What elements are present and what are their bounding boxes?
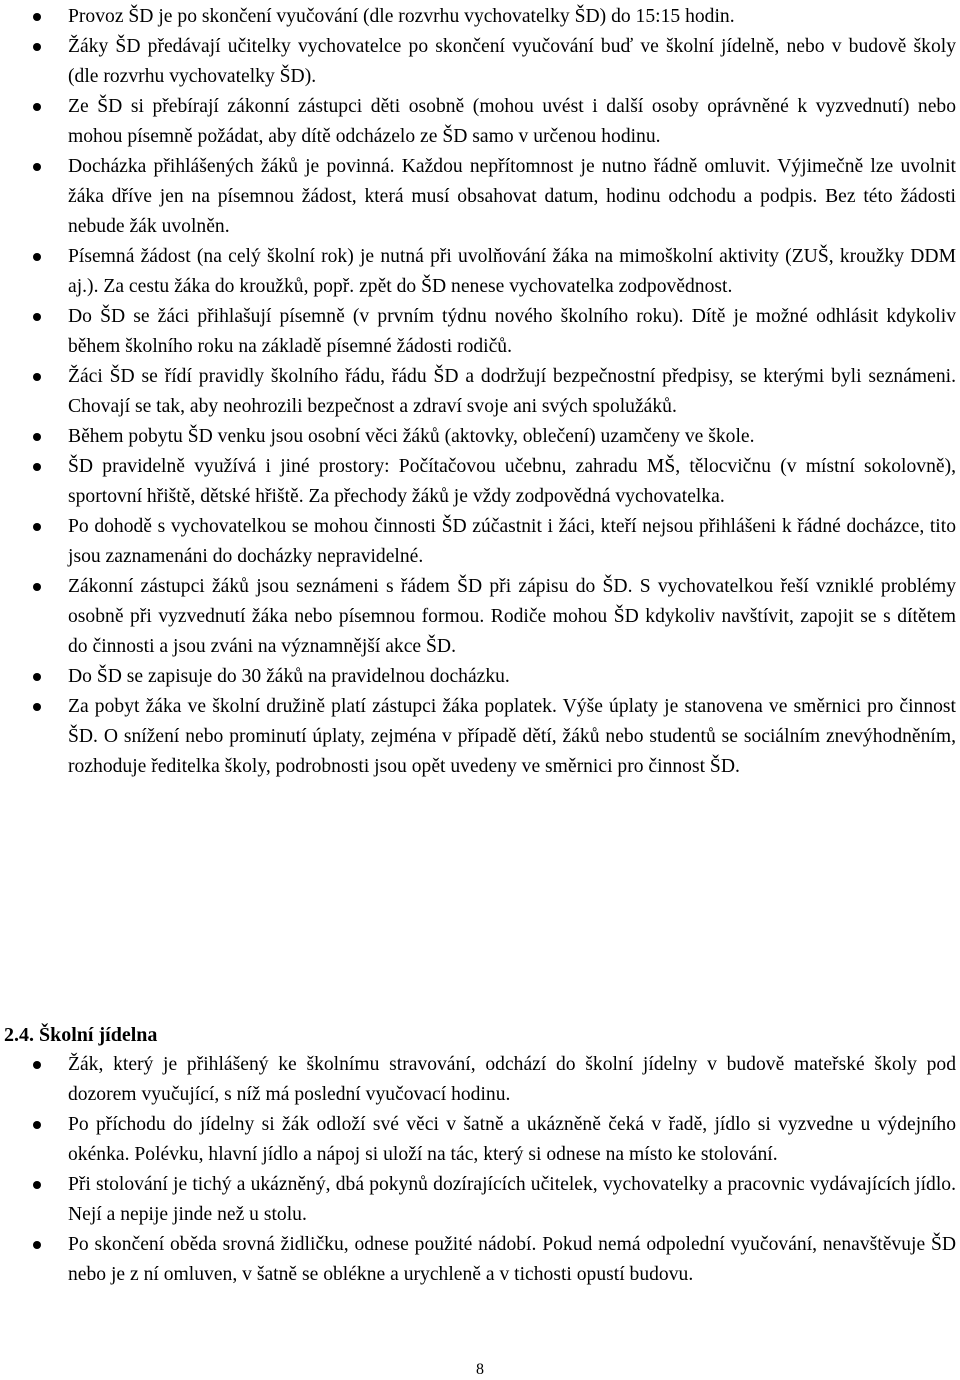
bullet-icon <box>33 673 41 681</box>
list-item <box>0 662 960 692</box>
bullet-icon <box>33 1121 41 1129</box>
bullet-icon <box>33 43 41 51</box>
list-item <box>0 1110 960 1170</box>
list-item <box>0 92 960 152</box>
list-item-text: Do ŠD se zapisuje do 30 žáků na pravidelnou docházku. <box>68 666 510 687</box>
list-item <box>0 2 960 32</box>
bullet-icon <box>33 13 41 21</box>
bullet-icon <box>33 163 41 171</box>
list-item-text: Po skončení oběda srovná židličku, odnese použité nádobí. Pokud nemá odpolední vyučování, nenavštěvuje ŠD nebo je z ní omluven, v šatně se oblékne a urychleně a v tichosti opustí budovu. <box>68 1234 956 1285</box>
list-item <box>0 1170 960 1230</box>
list-item-text: Po dohodě s vychovatelkou se mohou činnosti ŠD zúčastnit i žáci, kteří nejsou přihlášeni k řádné docházce, tito jsou zaznamenáni do docházky nepravidelné. <box>68 516 956 567</box>
list-item <box>0 362 960 422</box>
list-item <box>0 1050 960 1110</box>
list-item-text: Po příchodu do jídelny si žák odloží své věci v šatně a ukázněně čeká v řadě, jídlo si vyzvedne u výdejního okénka. Polévku, hlavní jídlo a nápoj si uloží na tác, který si odnese na místo ke stolování. <box>68 1114 956 1165</box>
rules-list-school-club <box>0 2 960 782</box>
bullet-icon <box>33 1181 41 1189</box>
bullet-icon <box>33 703 41 711</box>
list-item <box>0 302 960 362</box>
list-item <box>0 572 960 662</box>
bullet-icon <box>33 1241 41 1249</box>
list-item <box>0 242 960 302</box>
list-item-text: Žáky ŠD předávají učitelky vychovatelce po skončení vyučování buď ve školní jídelně, nebo v budově školy (dle rozvrhu vychovatelky ŠD). <box>68 36 956 87</box>
list-item-text: Provoz ŠD je po skončení vyučování (dle rozvrhu vychovatelky ŠD) do 15:15 hodin. <box>68 6 735 27</box>
bullet-icon <box>33 583 41 591</box>
list-item <box>0 692 960 782</box>
bullet-icon <box>33 313 41 321</box>
list-item <box>0 422 960 452</box>
list-item-text: Během pobytu ŠD venku jsou osobní věci žáků (aktovky, oblečení) uzamčeny ve škole. <box>68 426 755 447</box>
bullet-icon <box>33 103 41 111</box>
bullet-icon <box>33 433 41 441</box>
list-item-text: Docházka přihlášených žáků je povinná. Každou nepřítomnost je nutno řádně omluvit. Výjimečně lze uvolnit žáka dříve jen na písemnou žádost, která musí obsahovat datum, hodinu odchodu a podpis. Bez této žádosti nebude žák uvolněn. <box>68 156 956 237</box>
list-item <box>0 152 960 242</box>
list-item <box>0 1230 960 1290</box>
list-item-text: Zákonní zástupci žáků jsou seznámeni s řádem ŠD při zápisu do ŠD. S vychovatelkou řeší vzniklé problémy osobně při vyzvednutí žáka nebo písemnou formou. Rodiče mohou ŠD kdykoliv navštívit, zapojit se s dítětem do činnosti a jsou zváni na významnější akce ŠD. <box>68 576 956 657</box>
list-item-text: Žáci ŠD se řídí pravidly školního řádu, řádu ŠD a dodržují bezpečnostní předpisy, se kterými byli seznámeni. Chovají se tak, aby neohrozili bezpečnost a zdraví svoje ani svých spolužáků. <box>68 366 956 417</box>
rules-list-school-canteen <box>0 1050 960 1290</box>
bullet-icon <box>33 373 41 381</box>
bullet-icon <box>33 463 41 471</box>
section-heading: 2.4. Školní jídelna <box>4 1024 158 1046</box>
list-item-text: Do ŠD se žáci přihlašují písemně (v prvním týdnu nového školního roku). Dítě je možné odhlásit kdykoliv během školního roku na základě písemné žádosti rodičů. <box>68 306 956 357</box>
bullet-icon <box>33 523 41 531</box>
list-item <box>0 32 960 92</box>
page-number: 8 <box>476 1361 484 1378</box>
list-item <box>0 452 960 512</box>
list-item-text: Ze ŠD si přebírají zákonní zástupci děti osobně (mohou uvést i další osoby oprávněné k vyzvednutí) nebo mohou písemně požádat, aby dítě odcházelo ze ŠD samo v určenou hodinu. <box>68 96 956 147</box>
list-item-text: Písemná žádost (na celý školní rok) je nutná při uvolňování žáka na mimoškolní aktivity (ZUŠ, kroužky DDM aj.). Za cestu žáka do kroužků, popř. zpět do ŠD nenese vychovatelka zodpovědnost. <box>68 246 956 297</box>
list-item-text: Za pobyt žáka ve školní družině platí zástupci žáka poplatek. Výše úplaty je stanovena ve směrnici pro činnost ŠD. O snížení nebo prominutí úplaty, zejména v případě dětí, žáků nebo studentů se sociálním znevýhodněním, rozhoduje ředitelka školy, podrobnosti jsou opět uvedeny ve směrnici pro činnost ŠD. <box>68 696 956 777</box>
list-item-text: Žák, který je přihlášený ke školnímu stravování, odchází do školní jídelny v budově mateřské školy pod dozorem vyučující, s níž má poslední vyučovací hodinu. <box>68 1054 956 1105</box>
list-item <box>0 512 960 572</box>
list-item-text: Při stolování je tichý a ukázněný, dbá pokynů dozírajících učitelek, vychovatelky a pracovnic vydávajících jídlo. Nejí a nepije jinde než u stolu. <box>68 1174 956 1225</box>
bullet-icon <box>33 253 41 261</box>
list-item-text: ŠD pravidelně využívá i jiné prostory: Počítačovou učebnu, zahradu MŠ, tělocvičnu (v místní sokolovně), sportovní hřiště, dětské hřiště. Za přechody žáků je vždy zodpovědná vychovatelka. <box>68 456 956 507</box>
bullet-icon <box>33 1061 41 1069</box>
